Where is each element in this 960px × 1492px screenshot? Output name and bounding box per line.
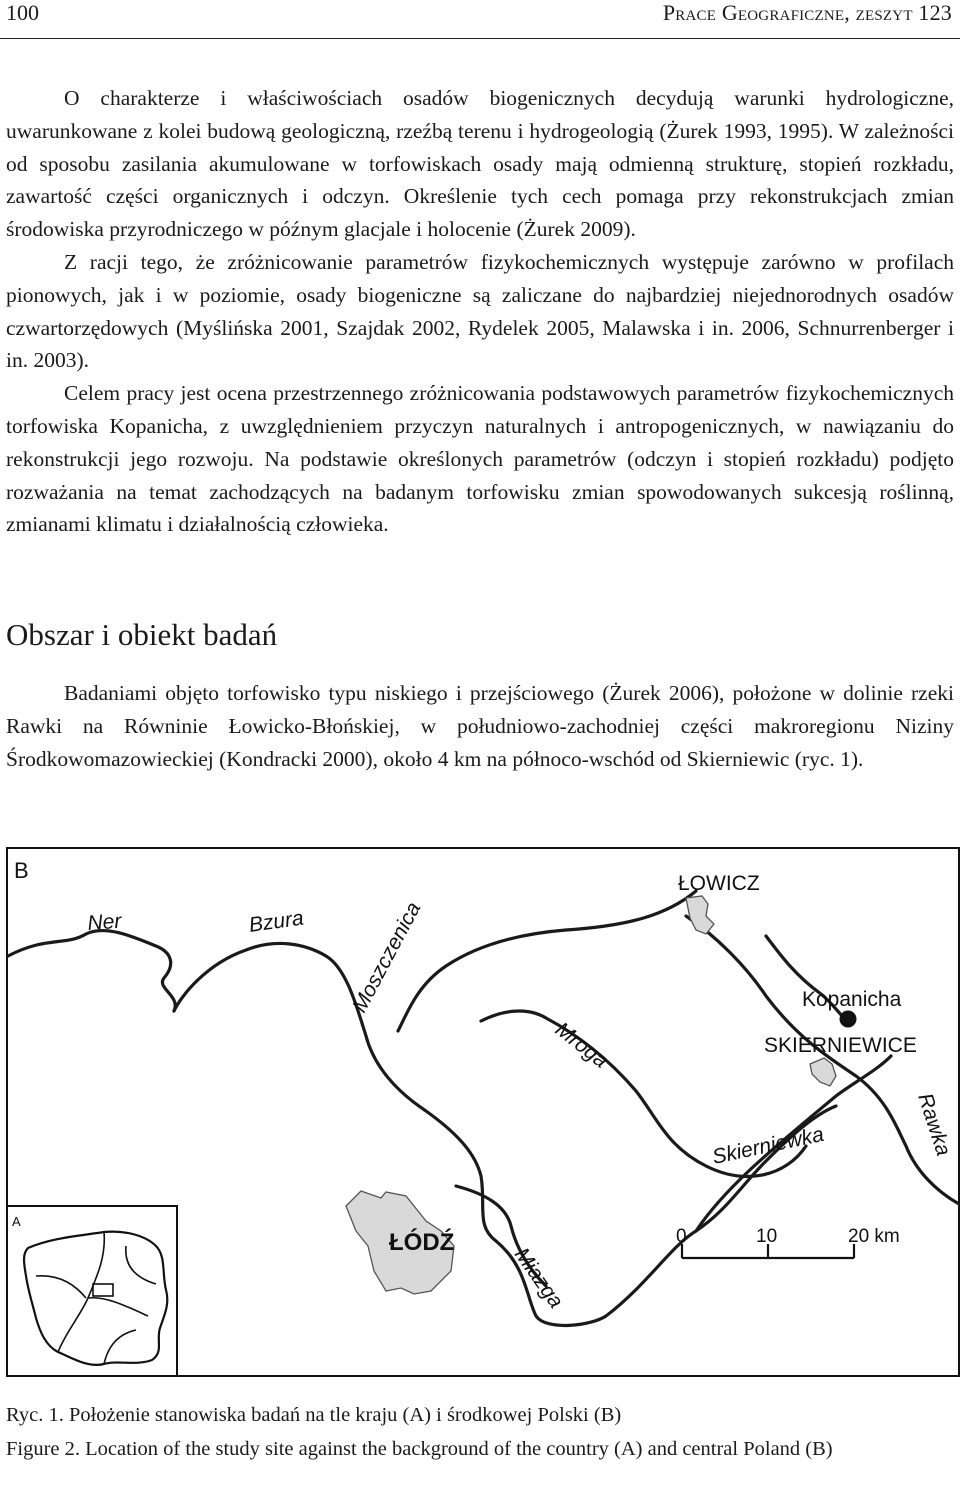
intro-paragraph-1: O charakterze i właściwościach osadów biogenicznych decydują warunki hydrologiczne, uwarunkowane z kolei budową geologiczną, rzeźbą terenu i hydrogeologią (Żurek 1993, 1995). W zależności od sposobu zasilania akumulowane w torfowiskach osady mają odmienną strukturę, stopień rozkładu, zawartość części organicznych i odczyn. Określenie tych cech pomaga przy rekonstrukcjach zmian środowiska przyrodniczego w późnym glacjale i holocenie (Żurek 2009). [6, 86, 954, 242]
label-bzura: Bzura [247, 906, 306, 937]
label-kopanicha: Kopanicha [802, 988, 902, 1011]
label-rawka: Rawka [913, 1090, 955, 1159]
label-lodz: ŁÓDŹ [389, 1229, 455, 1256]
intro-paragraph-3: Celem pracy jest ocena przestrzennego zróżnicowania podstawowych parametrów fizykochemicznych torfowiska Kopanicha, z uwzględnieniem przyczyn naturalnych i antropogenicznych, w nawiązaniu do rekonstrukcji jego rozwoju. Na podstawie określonych parametrów (odczyn i stopień rozkładu) podjęto rozważania na temat zachodzących na badanym torfowisku zmian spowodowanych sukcesją roślinną, zmianami klimatu i działalnością człowieka. [6, 381, 954, 537]
panel-a-label: A [12, 1214, 21, 1229]
label-moszczenica: Moszczenica [348, 898, 426, 1017]
river-bzura [174, 943, 836, 1325]
page-number: 100 [6, 0, 39, 25]
section-title: Obszar i obiekt badań [6, 617, 278, 652]
label-miazga: Miazga [509, 1243, 568, 1313]
figure-caption-polish: Ryc. 1. Położenie stanowiska badań na tle kraju (A) i środkowej Polski (B) [6, 1404, 622, 1426]
river-ner [8, 931, 175, 1011]
city-skierniewice-area [810, 1058, 836, 1086]
label-lowicz: ŁOWICZ [678, 872, 760, 895]
label-ner: Ner [86, 909, 123, 935]
study-area-paragraph: Badaniami objęto torfowisko typu niskiego i przejściowego (Żurek 2006), położone w dolinie rzeki Rawki na Równinie Łowicko-Błońskiej, w południowo-zachodniej części makroregionu Niziny Środkowomazowieckiej (Kondracki 2000), około 4 km na północo-wschód od Skierniewic (ryc. 1). [6, 681, 954, 771]
map-svg [6, 846, 960, 1378]
scale-label-0: 0 [676, 1226, 687, 1247]
location-map [6, 846, 960, 1378]
intro-text [6, 82, 954, 541]
page-header [0, 0, 960, 39]
label-skierniewice: SKIERNIEWICE [764, 1034, 917, 1057]
intro-paragraph-2: Z racji tego, że zróżnicowanie parametrów fizykochemicznych występuje zarówno w profilach pionowych, jak i w poziomie, osady biogeniczne są zaliczane do najbardziej niejednorodnych osadów czwartorzędowych (Myślińska 2001, Szajdak 2002, Rydelek 2005, Malawska i in. 2006, Schnurrenberger i in. 2003). [6, 249, 954, 373]
running-title: Prace Geograficzne, zeszyt 123 [662, 0, 952, 25]
panel-b-label: B [14, 858, 29, 883]
label-skierniewka: Skierniewka [710, 1122, 826, 1169]
figure-caption-english: Figure 2. Location of the study site against the background of the country (A) and central Poland (B) [6, 1438, 833, 1460]
river-moszczenica [398, 891, 696, 1031]
city-lowicz-area [686, 896, 714, 934]
scale-bar [676, 1226, 900, 1258]
scale-label-10: 10 [756, 1226, 778, 1247]
label-mroga: Mroga [550, 1017, 612, 1073]
scale-label-20: 20 km [848, 1226, 900, 1247]
kopanicha-site-marker [840, 1011, 857, 1028]
study-area-text [6, 677, 954, 775]
